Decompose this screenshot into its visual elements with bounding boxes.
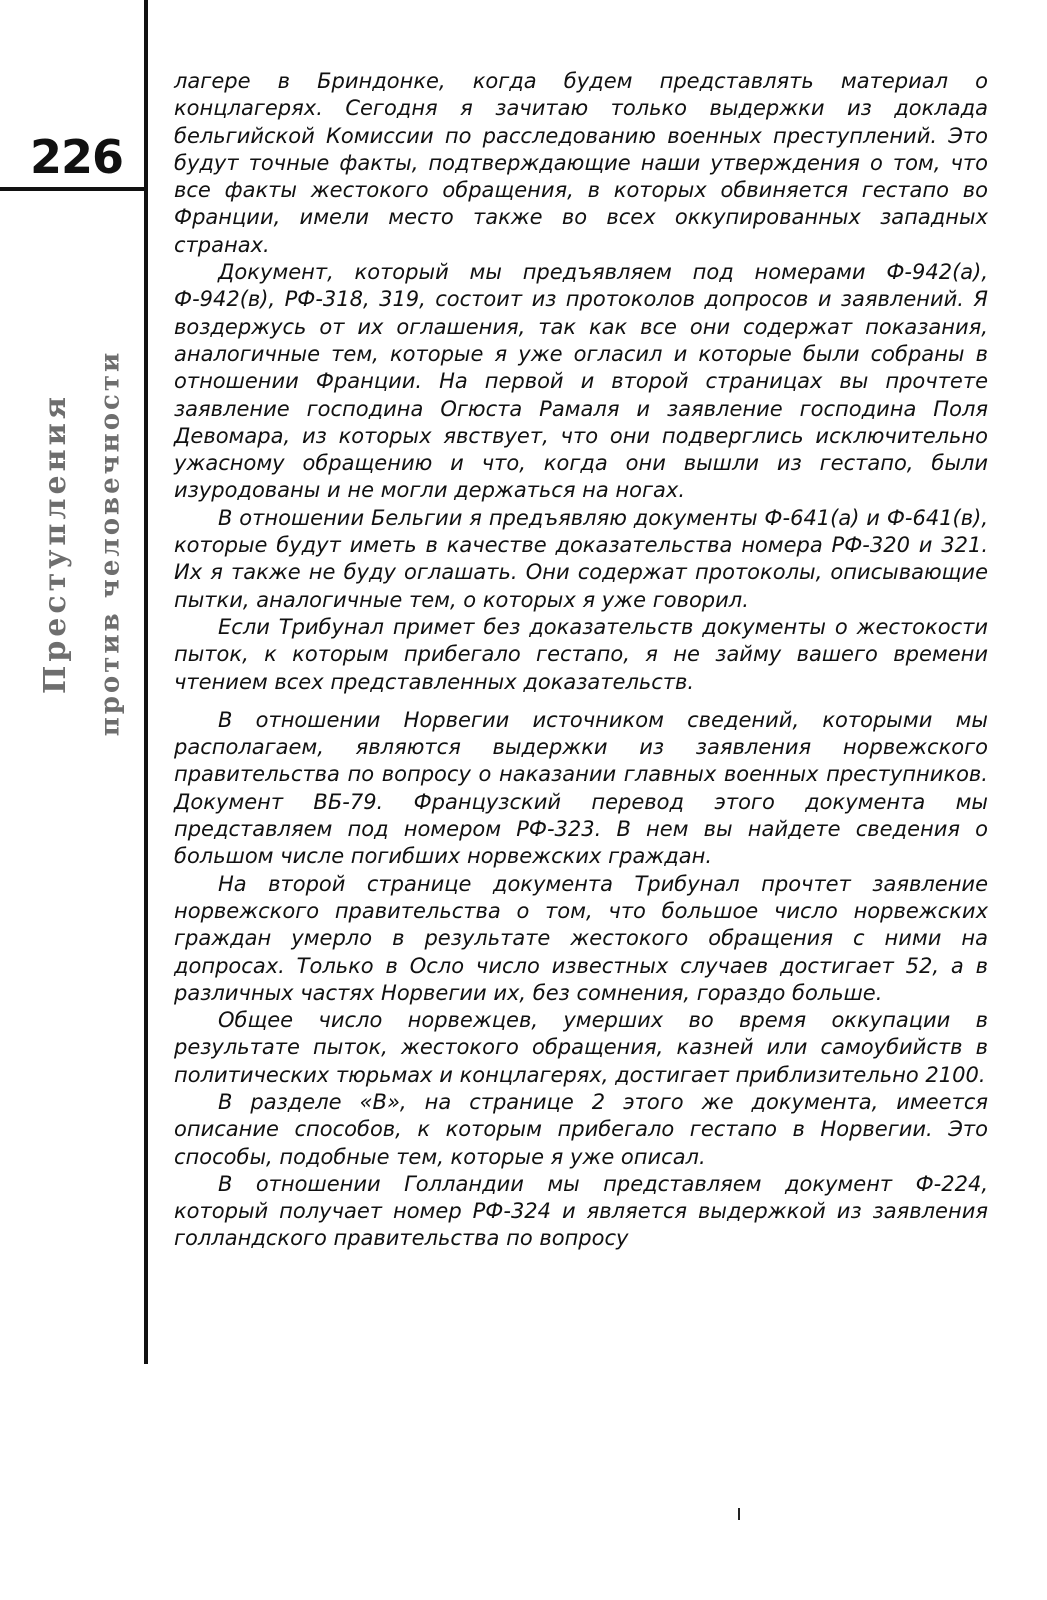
print-mark: [738, 1508, 740, 1520]
paragraph: В отношении Бельгии я предъявляю документы Ф-641(а) и Ф-641(в), которые будут иметь в качестве доказательства номера РФ-320 и 321. Их я также не буду оглашать. Они содержат протоколы, описывающие пытки, аналогичные тем, о которых я уже говорил.: [174, 505, 988, 612]
paragraph: В отношении Голландии мы представляем документ Ф-224, который получает номер РФ-324 и является выдержкой из заявления голландского правительства по вопросу: [174, 1171, 988, 1251]
paragraph: Если Трибунал примет без доказательств документы о жестокости пыток, к которым прибегало гестапо, я не займу вашего времени чтением всех представленных доказательств.: [174, 614, 988, 694]
paragraph: лагере в Бриндонке, когда будем представлять материал о концлагерях. Сегодня я зачитаю только выдержки из доклада бельгийской Комиссии по расследованию военных преступлений. Это будут точные факты, подтверждающие наши утверждения о том, что все факты жестокого обращения, в которых обвиняется гестапо во Франции, имели место также во всех оккупированных западных странах.: [174, 69, 988, 257]
vertical-title-text-1: Преступления: [38, 392, 74, 694]
paragraph: На второй странице документа Трибунал прочтет заявление норвежского правительства о том, что большое число норвежских граждан умерло в результате жестокого обращения с ними на допросах. Только в Осло число известных случаев достигает 52, а в различных частях Норвегии их, без сомнения, гораздо больше.: [174, 871, 988, 1005]
paragraph: Документ, который мы предъявляем под номерами Ф-942(а), Ф-942(в), РФ-318, 319, состоит из протоколов допросов и заявлений. Я воздержусь от их оглашения, так как все они содержат показания, аналогичные тем, которые я уже огласил и которые были собраны в отношении Франции. На первой и второй страницах вы прочтете заявление господина Огюста Рамаля и заявление господина Поля Девомара, из которых явствует, что они подверглись исключительно ужасному обращению и что, когда они вышли из гестапо, были изуродованы и не могли держаться на ногах.: [174, 260, 988, 503]
vertical-title-line-2: [92, 198, 128, 888]
page-margin: [0, 0, 150, 1600]
paragraph: В отношении Норвегии источником сведений, которыми мы располагаем, являются выдержки из заявления норвежского правительства по вопросу о наказании главных военных преступников. Документ ВБ-79. Французский перевод этого документа мы представляем под номером РФ-323. В нем вы найдете сведения о большом числе погибших норвежских граждан.: [174, 707, 988, 869]
page-number-rule: [0, 187, 146, 191]
vertical-divider-rule: [144, 0, 148, 1364]
vertical-title-text-2: против человечности: [95, 349, 126, 737]
vertical-title-line-1: [38, 198, 74, 888]
page-number: 226: [30, 130, 124, 184]
body-text: [174, 68, 988, 1253]
paragraph: В разделе «В», на странице 2 этого же документа, имеется описание способов, к которым прибегало гестапо в Норвегии. Это способы, подобные тем, которые я уже описал.: [174, 1089, 988, 1169]
paragraph: Общее число норвежцев, умерших во время оккупации в результате пыток, жестокого обращения, казней или самоубийств в политических тюрьмах и концлагерях, достигает приблизительно 2100.: [174, 1008, 988, 1087]
vertical-section-title: [38, 198, 134, 888]
